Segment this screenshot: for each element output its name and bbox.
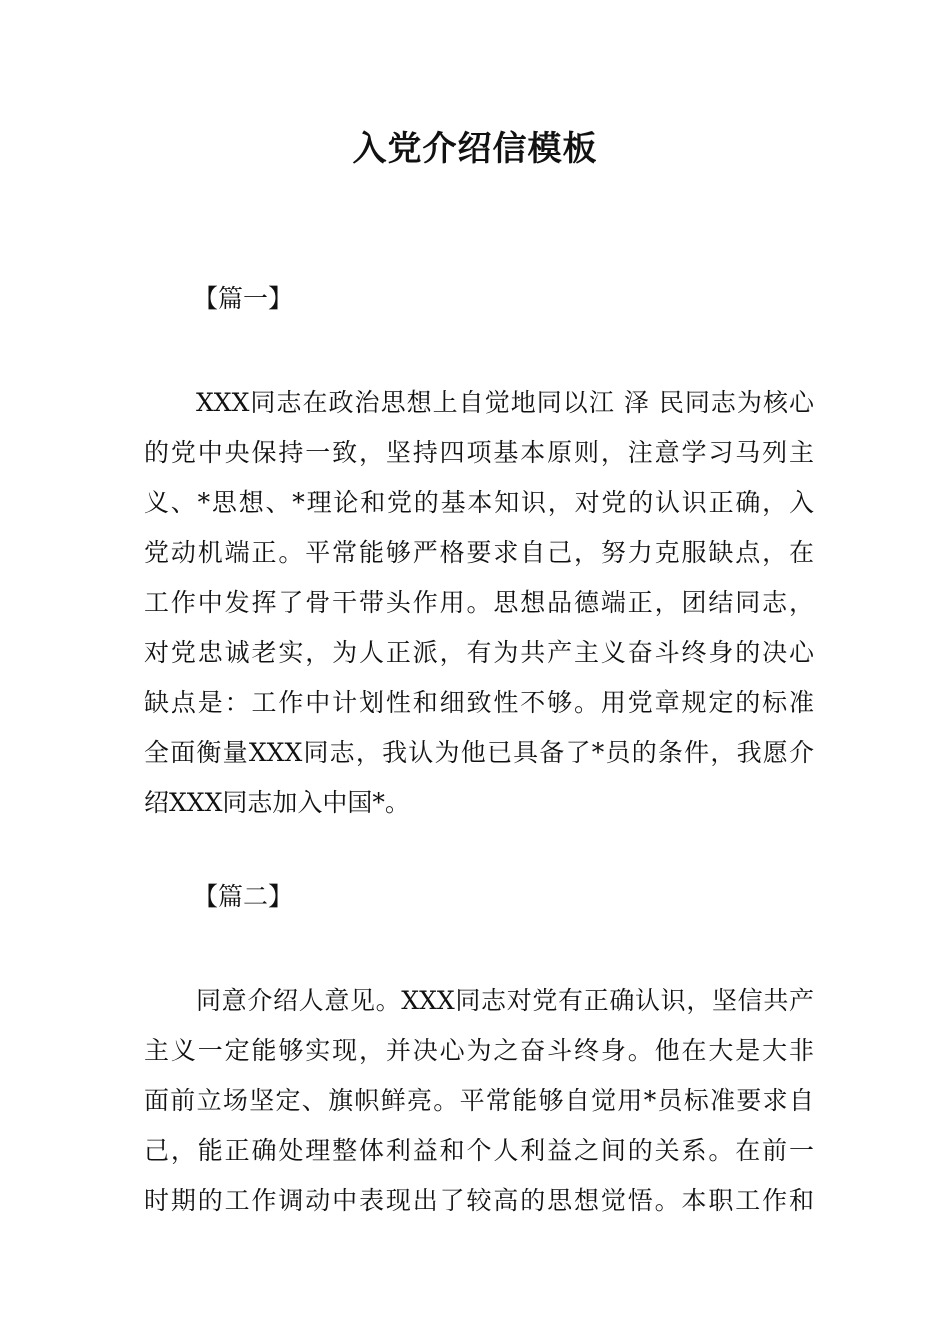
document-title: 入党介绍信模板 xyxy=(352,129,598,169)
paragraph-line: 面前立场坚定、旗帜鲜亮。平常能够自觉用*员标准要求自 xyxy=(144,1086,814,1115)
section-1-paragraph xyxy=(144,378,814,828)
section-heading-1: 【篇一】 xyxy=(193,284,294,313)
paragraph-line: XXX同志在政治思想上自觉地同以江 泽 民同志为核心 xyxy=(196,388,814,417)
paragraph-line: 同意介绍人意见。XXX同志对党有正确认识，坚信共产 xyxy=(196,986,814,1015)
paragraph-line: 时期的工作调动中表现出了较高的思想觉悟。本职工作和 xyxy=(144,1186,814,1215)
paragraph-line: 主义一定能够实现，并决心为之奋斗终身。他在大是大非 xyxy=(144,1036,814,1065)
paragraph-line: 工作中发挥了骨干带头作用。思想品德端正，团结同志， xyxy=(144,588,814,617)
paragraph-line: 义、*思想、*理论和党的基本知识，对党的认识正确，入 xyxy=(144,488,814,517)
paragraph-line: 己，能正确处理整体利益和个人利益之间的关系。在前一 xyxy=(144,1136,814,1165)
paragraph-line: 的党中央保持一致，坚持四项基本原则，注意学习马列主 xyxy=(144,438,814,467)
section-2-paragraph xyxy=(144,976,814,1226)
paragraph-line: 绍XXX同志加入中国*。 xyxy=(144,788,410,817)
paragraph-line: 全面衡量XXX同志，我认为他已具备了*员的条件，我愿介 xyxy=(144,738,814,767)
paragraph-line: 缺点是：工作中计划性和细致性不够。用党章规定的标准 xyxy=(144,688,814,717)
paragraph-line: 对党忠诚老实，为人正派，有为共产主义奋斗终身的决心 xyxy=(144,638,814,667)
section-heading-2: 【篇二】 xyxy=(193,882,294,911)
paragraph-line: 党动机端正。平常能够严格要求自己，努力克服缺点，在 xyxy=(144,538,814,567)
